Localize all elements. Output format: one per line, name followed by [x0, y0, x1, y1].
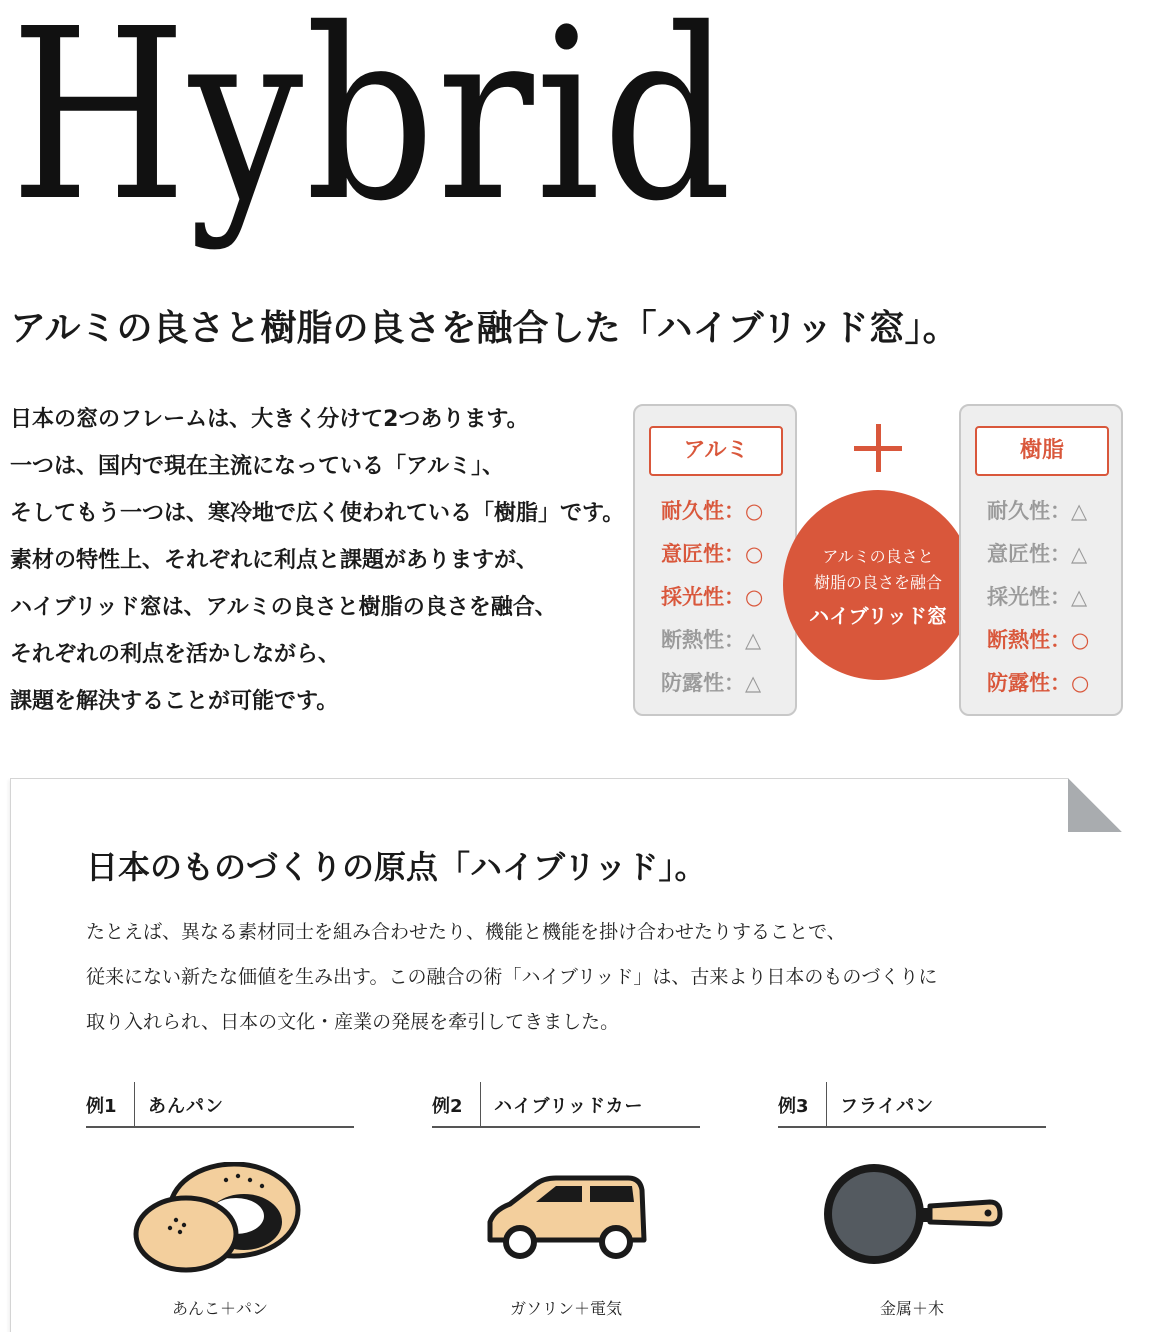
card-body [86, 910, 937, 1045]
page-fold-icon [1068, 778, 1122, 832]
circle-line-3: ハイブリッド窓 [809, 604, 947, 628]
card-body-line: 従来にない新たな価値を生み出す。この融合の術「ハイブリッド」は、古来より日本のものづくりに [86, 966, 938, 988]
car-icon [432, 1162, 700, 1282]
example-divider [134, 1082, 135, 1126]
example-caption: 金属＋木 [879, 1299, 944, 1318]
example-name: フライパン [840, 1096, 935, 1117]
example-number: 例3 [778, 1096, 809, 1117]
example-2 [432, 1082, 700, 1318]
property-item: 意匠性：△ [987, 542, 1088, 566]
example-1 [86, 1082, 354, 1318]
property-item: 耐久性：△ [987, 499, 1088, 523]
resin-properties [987, 490, 1089, 705]
aluminum-label: アルミ [649, 426, 783, 476]
example-caption: あんこ＋パン [171, 1299, 268, 1318]
property-item: 意匠性：○ [661, 542, 764, 566]
example-number: 例1 [86, 1096, 117, 1117]
intro-line: それぞれの利点を活かしながら、 [10, 642, 341, 667]
example-3 [778, 1082, 1046, 1318]
example-caption: ガソリン＋電気 [509, 1299, 622, 1318]
example-divider [480, 1082, 481, 1126]
property-item: 耐久性：○ [661, 499, 764, 523]
card-body-line: 取り入れられ、日本の文化・産業の発展を牽引してきました。 [86, 1011, 620, 1033]
intro-text [10, 396, 630, 725]
intro-line: ハイブリッド窓は、アルミの良さと樹脂の良さを融合、 [10, 595, 557, 620]
card-title: 日本のものづくりの原点「ハイブリッド」。 [86, 848, 707, 886]
intro-line: 日本の窓のフレームは、大きく分けて2つあります。 [10, 407, 529, 432]
circle-line-2: 樹脂の良さを融合 [813, 573, 942, 592]
example-name: ハイブリッドカー [494, 1096, 644, 1117]
property-item: 採光性：○ [661, 585, 764, 609]
plus-icon [850, 418, 906, 478]
hybrid-window-circle [783, 490, 973, 680]
example-header [432, 1082, 700, 1128]
example-name: あんパン [148, 1096, 224, 1117]
example-number: 例2 [432, 1096, 463, 1117]
property-item: 断熱性：○ [987, 628, 1090, 652]
intro-line: 素材の特性上、それぞれに利点と課題がありますが、 [10, 548, 539, 573]
headline: アルミの良さと樹脂の良さを融合した「ハイブリッド窓」。 [10, 308, 959, 349]
resin-label: 樹脂 [975, 426, 1109, 476]
anpan-icon [86, 1162, 354, 1282]
example-header [86, 1082, 354, 1128]
intro-line: 一つは、国内で現在主流になっている「アルミ」、 [10, 454, 505, 479]
frying-pan-icon [778, 1162, 1046, 1282]
intro-line: そしてもう一つは、寒冷地で広く使われている「樹脂」です。 [10, 501, 625, 526]
property-item: 採光性：△ [987, 585, 1088, 609]
property-item: 防露性：○ [987, 671, 1090, 695]
aluminum-properties [661, 490, 763, 705]
card-body-line: たとえば、異なる素材同士を組み合わせたり、機能と機能を掛け合わせたりすることで、 [86, 921, 846, 943]
property-item: 断熱性：△ [661, 628, 762, 652]
property-item: 防露性：△ [661, 671, 762, 695]
resin-panel [959, 404, 1123, 716]
intro-line: 課題を解決することが可能です。 [10, 689, 339, 714]
aluminum-panel [633, 404, 797, 716]
hero-title: Hybrid [10, 0, 734, 253]
circle-line-1: アルミの良さと [822, 547, 934, 566]
example-header [778, 1082, 1046, 1128]
example-divider [826, 1082, 827, 1126]
